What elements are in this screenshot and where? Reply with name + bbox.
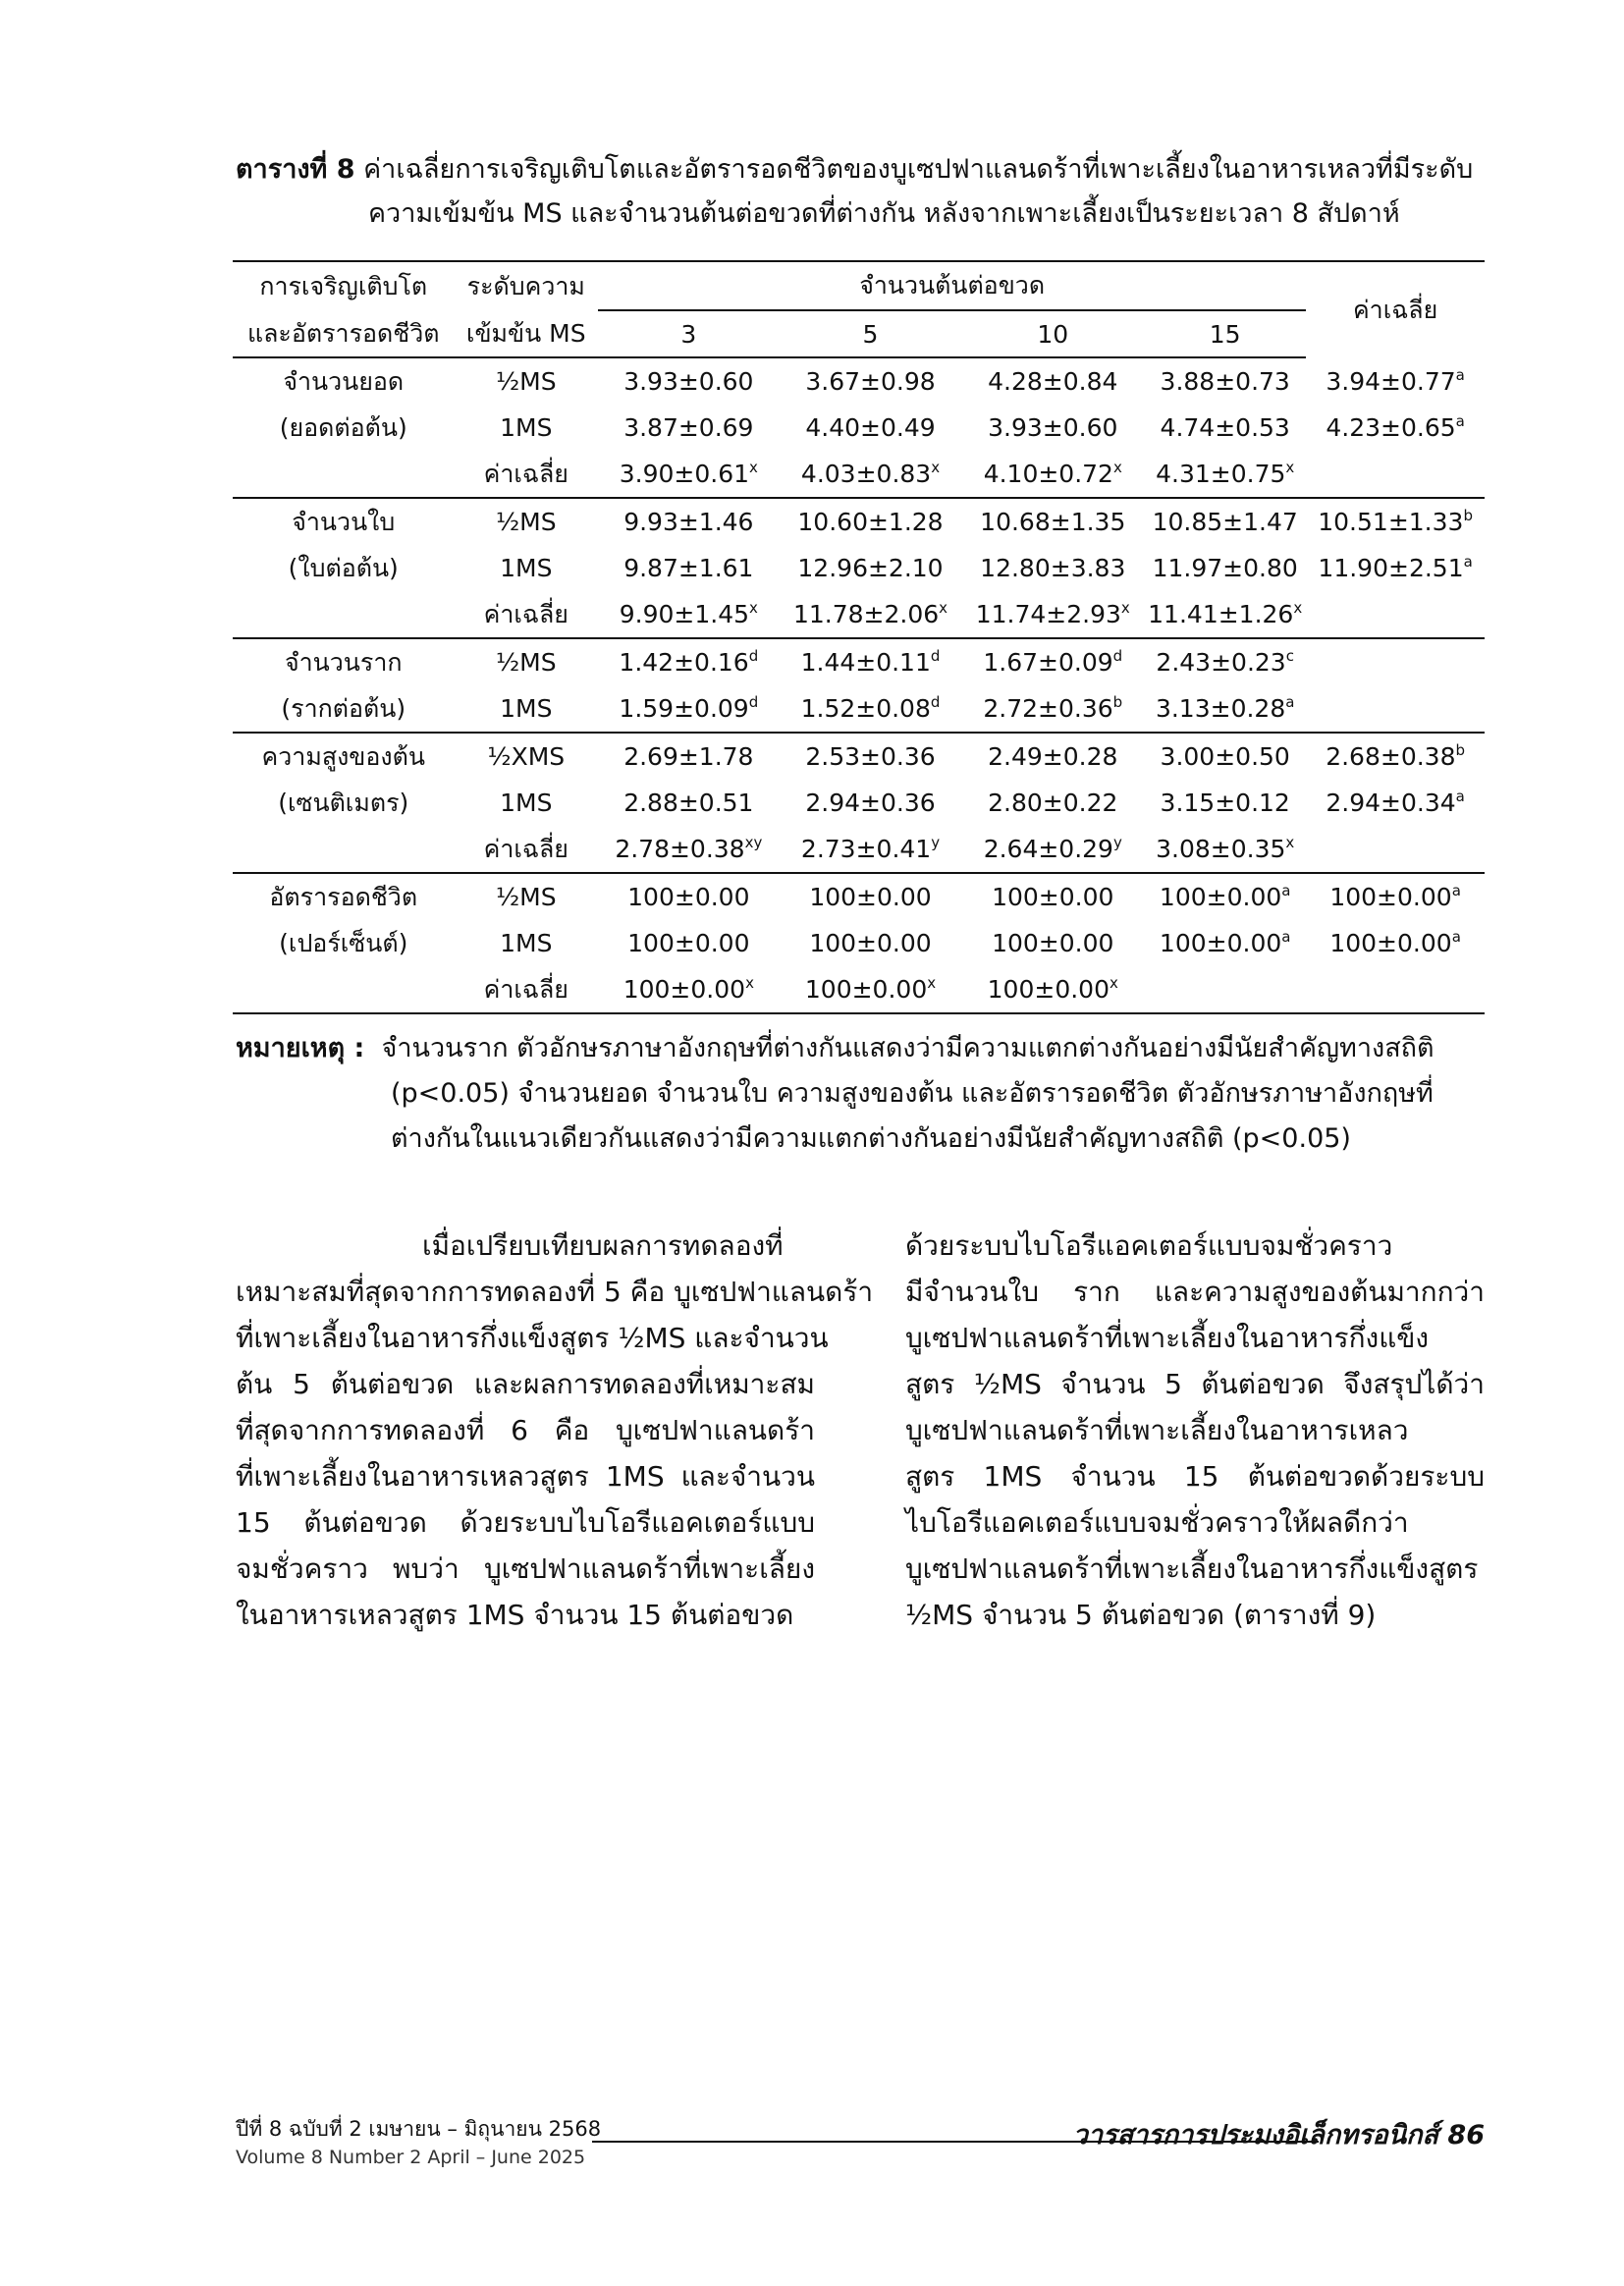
body-line: ½MS จำนวน 5 ต้นต่อขวด (ตารางที่ 9) bbox=[905, 1599, 1377, 1631]
parameter-name bbox=[233, 638, 455, 685]
body-line: ต้น 5 ต้นต่อขวด และผลการทดลองที่เหมาะสม bbox=[236, 1368, 815, 1400]
parameter-name-value: ความสูงของต้น bbox=[261, 741, 425, 771]
table-caption bbox=[236, 147, 1483, 236]
data-table bbox=[233, 260, 1485, 1014]
cell bbox=[598, 733, 780, 780]
cell bbox=[1144, 591, 1306, 638]
cell-average bbox=[1306, 873, 1485, 920]
cell-average bbox=[1306, 498, 1485, 545]
cell-value: 10.68±1.35 bbox=[980, 508, 1126, 536]
table-row bbox=[233, 733, 1485, 780]
cell-average-letter: a bbox=[1463, 553, 1473, 571]
cell bbox=[598, 405, 780, 451]
cell-letter: x bbox=[749, 599, 758, 617]
parameter-name-value: จำนวนใบ bbox=[292, 507, 396, 536]
cell bbox=[780, 873, 962, 920]
body-line: เหมาะสมที่สุดจากการทดลองที่ 5 คือ บูเซปฟาแลนดร้า bbox=[236, 1276, 874, 1308]
table-row bbox=[233, 685, 1485, 733]
table-row bbox=[233, 826, 1485, 873]
cell-average bbox=[1306, 733, 1485, 780]
cell bbox=[598, 920, 780, 966]
cell-value: 3.87±0.69 bbox=[623, 413, 754, 442]
body-line: ในอาหารเหลวสูตร 1MS จำนวน 15 ต้นต่อขวด bbox=[236, 1599, 794, 1631]
cell-value: 2.72±0.36 bbox=[983, 694, 1113, 723]
body-line: ที่เพาะเลี้ยงในอาหารกึ่งแข็งสูตร ½MS และจำนวน bbox=[236, 1322, 829, 1354]
parameter-unit-value: (รากต่อต้น) bbox=[281, 693, 406, 723]
cell bbox=[1144, 685, 1306, 733]
parameter-unit bbox=[233, 780, 455, 826]
header-ms-level: ระดับความ bbox=[455, 261, 599, 310]
cell-value: 4.03±0.83 bbox=[800, 460, 932, 488]
cell bbox=[1144, 451, 1306, 498]
cell bbox=[780, 733, 962, 780]
header-n15: 15 bbox=[1144, 310, 1306, 357]
parameter-name-value: จำนวนราก bbox=[284, 647, 403, 677]
cell-value: 4.40±0.49 bbox=[805, 413, 936, 442]
caption-label: ตารางที่ 8 bbox=[236, 154, 355, 185]
cell-letter: y bbox=[1112, 834, 1122, 851]
header-plants-per-bottle: จำนวนต้นต่อขวด bbox=[598, 261, 1306, 310]
note-label: หมายเหตุ : bbox=[236, 1033, 365, 1063]
body-line: สูตร 1MS จำนวน 15 ต้นต่อขวดด้วยระบบ bbox=[905, 1460, 1485, 1493]
ms-level-value: ค่าเฉลี่ย bbox=[483, 974, 568, 1004]
cell-value: 100±0.00 bbox=[1159, 929, 1282, 957]
ms-level bbox=[455, 451, 599, 498]
parameter-unit-value: (เซนติเมตร) bbox=[278, 788, 409, 817]
cell bbox=[961, 498, 1144, 545]
page-footer bbox=[236, 2113, 1485, 2172]
parameter-name bbox=[233, 873, 455, 920]
cell-average-value: 100±0.00 bbox=[1329, 883, 1452, 911]
parameter-unit bbox=[233, 685, 455, 733]
cell-average-value: 10.51±1.33 bbox=[1318, 508, 1464, 536]
cell bbox=[598, 498, 780, 545]
cell-average bbox=[1306, 357, 1485, 405]
header-ms-level-2: เข้มข้น MS bbox=[455, 310, 599, 357]
cell-letter: x bbox=[927, 974, 937, 992]
cell-average bbox=[1306, 826, 1485, 873]
cell-value: 4.74±0.53 bbox=[1160, 413, 1290, 442]
cell-value: 100±0.00 bbox=[992, 883, 1114, 911]
cell-letter: d bbox=[930, 693, 941, 711]
cell bbox=[1144, 545, 1306, 591]
cell-average bbox=[1306, 545, 1485, 591]
cell-value: 1.52±0.08 bbox=[800, 694, 931, 723]
cell-average-letter: b bbox=[1463, 507, 1473, 524]
body-line: เมื่อเปรียบเทียบผลการทดลองที่ bbox=[422, 1229, 784, 1262]
ms-level-value: ½MS bbox=[495, 883, 557, 911]
cell-value: 4.28±0.84 bbox=[988, 367, 1118, 396]
cell-value: 3.93±0.60 bbox=[988, 413, 1118, 442]
cell bbox=[961, 826, 1144, 873]
cell-average bbox=[1306, 451, 1485, 498]
ms-level-value: ค่าเฉลี่ย bbox=[483, 834, 568, 863]
body-line: บูเซปฟาแลนดร้าที่เพาะเลี้ยงในอาหารกึ่งแข็ง bbox=[905, 1322, 1430, 1354]
cell-letter: a bbox=[1281, 882, 1291, 899]
body-column-left bbox=[236, 1223, 874, 1638]
cell-average-value: 3.94±0.77 bbox=[1326, 366, 1456, 396]
cell-average-value: 11.90±2.51 bbox=[1318, 554, 1464, 582]
header-n5: 5 bbox=[780, 310, 962, 357]
header-n10: 10 bbox=[961, 310, 1144, 357]
cell-value: 2.80±0.22 bbox=[988, 789, 1118, 817]
cell bbox=[1144, 780, 1306, 826]
cell-letter: a bbox=[1285, 693, 1295, 711]
ms-level-value: ½MS bbox=[495, 367, 557, 396]
cell-value: 3.00±0.50 bbox=[1160, 742, 1290, 771]
cell bbox=[961, 685, 1144, 733]
page-number: 86 bbox=[1447, 2120, 1485, 2150]
cell-letter: d bbox=[748, 647, 759, 665]
cell-value: 9.87±1.61 bbox=[623, 554, 754, 582]
cell-average bbox=[1306, 685, 1485, 733]
cell-average-letter: a bbox=[1455, 365, 1465, 384]
table-row bbox=[233, 966, 1485, 1013]
cell bbox=[961, 966, 1144, 1013]
body-line: 15 ต้นต่อขวด ด้วยระบบไบโอรีแอคเตอร์แบบ bbox=[236, 1506, 815, 1539]
cell-average bbox=[1306, 920, 1485, 966]
cell bbox=[1144, 498, 1306, 545]
parameter-empty bbox=[233, 966, 455, 1013]
cell-letter: d bbox=[748, 693, 759, 711]
cell bbox=[961, 545, 1144, 591]
cell bbox=[780, 498, 962, 545]
cell-average-value: 2.68±0.38 bbox=[1326, 742, 1456, 771]
footer-journal: วารสารการประมงอิเล็กทรอนิกส์ bbox=[1072, 2120, 1439, 2150]
cell-average bbox=[1306, 405, 1485, 451]
cell-value: 3.90±0.61 bbox=[619, 460, 750, 488]
body-line: มีจำนวนใบ ราก และความสูงของต้นมากกว่า bbox=[905, 1276, 1485, 1308]
cell-average-letter: a bbox=[1451, 928, 1461, 946]
cell-letter: y bbox=[931, 834, 941, 851]
cell bbox=[1144, 405, 1306, 451]
cell-value: 4.31±0.75 bbox=[1156, 460, 1286, 488]
cell-letter: x bbox=[1110, 974, 1118, 992]
ms-level-value: ½MS bbox=[495, 648, 557, 677]
footer-issue-english: Volume 8 Number 2 April – June 2025 bbox=[236, 2147, 586, 2168]
cell-value: 2.88±0.51 bbox=[623, 789, 754, 817]
cell bbox=[598, 966, 780, 1013]
cell-letter: a bbox=[1281, 928, 1291, 946]
cell bbox=[598, 780, 780, 826]
header-growth-2: และอัตรารอดชีวิต bbox=[233, 310, 455, 357]
ms-level bbox=[455, 920, 599, 966]
cell-value: 100±0.00 bbox=[992, 929, 1114, 957]
cell-value: 2.43±0.23 bbox=[1156, 648, 1286, 677]
ms-level-value: 1MS bbox=[500, 694, 553, 723]
cell-value: 100±0.00 bbox=[987, 975, 1110, 1004]
cell-value: 3.15±0.12 bbox=[1160, 789, 1290, 817]
header-n3: 3 bbox=[598, 310, 780, 357]
cell bbox=[1144, 638, 1306, 685]
cell-value: 2.78±0.38 bbox=[615, 835, 745, 863]
body-line: บูเซปฟาแลนดร้าที่เพาะเลี้ยงในอาหารกึ่งแข็งสูตร bbox=[905, 1552, 1479, 1585]
cell bbox=[780, 638, 962, 685]
cell bbox=[1144, 920, 1306, 966]
table-row bbox=[233, 405, 1485, 451]
parameter-unit-value: (ใบต่อต้น) bbox=[288, 553, 399, 582]
ms-level bbox=[455, 780, 599, 826]
table-note bbox=[236, 1026, 1485, 1162]
cell-letter: x bbox=[1285, 834, 1295, 851]
cell-value: 10.60±1.28 bbox=[797, 508, 944, 536]
cell-letter: d bbox=[1112, 647, 1123, 665]
note-line-3: ต่างกันในแนวเดียวกันแสดงว่ามีความแตกต่างกันอย่างมีนัยสำคัญทางสถิติ (p<0.05) bbox=[391, 1123, 1351, 1154]
cell-value: 11.78±2.06 bbox=[792, 600, 940, 628]
cell-average-value: 100±0.00 bbox=[1329, 929, 1452, 957]
body-line: จมชั่วคราว พบว่า บูเซปฟาแลนดร้าที่เพาะเลี้ยง bbox=[236, 1552, 815, 1585]
cell-value: 11.41±1.26 bbox=[1148, 600, 1294, 628]
cell-letter: x bbox=[745, 974, 754, 992]
cell-average-value: 4.23±0.65 bbox=[1326, 413, 1456, 442]
body-line: บูเซปฟาแลนดร้าที่เพาะเลี้ยงในอาหารเหลว bbox=[905, 1414, 1409, 1446]
note-line-2: (p<0.05) จำนวนยอด จำนวนใบ ความสูงของต้น และอัตรารอดชีวิต ตัวอักษรภาษาอังกฤษที่ bbox=[391, 1078, 1434, 1109]
cell bbox=[961, 873, 1144, 920]
header-average: ค่าเฉลี่ย bbox=[1306, 261, 1485, 357]
cell-value: 10.85±1.47 bbox=[1152, 508, 1298, 536]
cell-average-letter: a bbox=[1455, 788, 1465, 805]
cell bbox=[598, 826, 780, 873]
parameter-name bbox=[233, 357, 455, 405]
ms-level bbox=[455, 733, 599, 780]
body-line: ที่สุดจากการทดลองที่ 6 คือ บูเซปฟาแลนดร้า bbox=[236, 1414, 815, 1446]
cell-value: 3.88±0.73 bbox=[1160, 367, 1290, 396]
parameter-empty bbox=[233, 591, 455, 638]
cell-average bbox=[1306, 780, 1485, 826]
footer-issue-thai: ปีที่ 8 ฉบับที่ 2 เมษายน – มิถุนายน 2568 bbox=[236, 2117, 602, 2141]
cell bbox=[598, 685, 780, 733]
ms-level-value: ½MS bbox=[495, 508, 557, 536]
cell bbox=[1144, 826, 1306, 873]
cell-letter: x bbox=[1293, 599, 1303, 617]
cell-value: 3.08±0.35 bbox=[1156, 835, 1286, 863]
cell bbox=[780, 780, 962, 826]
parameter-name-value: อัตรารอดชีวิต bbox=[269, 882, 418, 911]
body-line: สูตร ½MS จำนวน 5 ต้นต่อขวด จึงสรุปได้ว่า bbox=[905, 1368, 1485, 1400]
ms-level-value: 1MS bbox=[500, 554, 553, 582]
caption-line-2: ความเข้มข้น MS และจำนวนต้นต่อขวดที่ต่างกัน หลังจากเพาะเลี้ยงเป็นระยะเวลา 8 สัปดาห์ bbox=[368, 198, 1400, 229]
cell-letter: x bbox=[931, 459, 941, 476]
table-row bbox=[233, 638, 1485, 685]
cell bbox=[780, 966, 962, 1013]
cell bbox=[961, 591, 1144, 638]
parameter-empty bbox=[233, 451, 455, 498]
parameter-unit-value: (เปอร์เซ็นต์) bbox=[279, 928, 408, 957]
ms-level bbox=[455, 873, 599, 920]
cell bbox=[780, 451, 962, 498]
cell-value: 3.93±0.60 bbox=[623, 367, 754, 396]
ms-level bbox=[455, 545, 599, 591]
cell bbox=[961, 357, 1144, 405]
cell-average-letter: b bbox=[1455, 741, 1466, 759]
parameter-empty bbox=[233, 826, 455, 873]
cell bbox=[961, 405, 1144, 451]
ms-level bbox=[455, 591, 599, 638]
cell-value: 1.44±0.11 bbox=[800, 648, 931, 677]
cell bbox=[961, 733, 1144, 780]
caption-line-1: ค่าเฉลี่ยการเจริญเติบโตและอัตรารอดชีวิตของบูเซปฟาแลนดร้าที่เพาะเลี้ยงในอาหารเหลวที่มีระดับ bbox=[363, 154, 1474, 185]
ms-level bbox=[455, 685, 599, 733]
cell bbox=[1144, 733, 1306, 780]
cell-value: 1.67±0.09 bbox=[983, 648, 1113, 677]
cell-value: 9.93±1.46 bbox=[623, 508, 754, 536]
cell bbox=[598, 545, 780, 591]
table-row bbox=[233, 780, 1485, 826]
cell bbox=[780, 357, 962, 405]
ms-level-value: 1MS bbox=[500, 789, 553, 817]
cell bbox=[780, 920, 962, 966]
ms-level bbox=[455, 966, 599, 1013]
table-row bbox=[233, 591, 1485, 638]
table-row bbox=[233, 357, 1485, 405]
parameter-unit bbox=[233, 920, 455, 966]
footer-journal-page bbox=[1073, 2113, 1485, 2155]
cell bbox=[961, 638, 1144, 685]
cell-average-letter: a bbox=[1451, 882, 1461, 899]
cell-letter: x bbox=[749, 459, 758, 476]
body-line: ด้วยระบบไบโอรีแอคเตอร์แบบจมชั่วคราว bbox=[905, 1229, 1393, 1262]
parameter-name bbox=[233, 498, 455, 545]
cell-value: 1.59±0.09 bbox=[619, 694, 749, 723]
cell bbox=[780, 545, 962, 591]
ms-level-value: ค่าเฉลี่ย bbox=[483, 599, 568, 628]
cell bbox=[961, 780, 1144, 826]
cell bbox=[780, 405, 962, 451]
parameter-name bbox=[233, 733, 455, 780]
ms-level-value: 1MS bbox=[500, 413, 553, 442]
table-row bbox=[233, 451, 1485, 498]
cell bbox=[780, 591, 962, 638]
ms-level-value: 1MS bbox=[500, 929, 553, 957]
cell-average-letter: a bbox=[1455, 412, 1465, 430]
cell-letter: c bbox=[1285, 647, 1294, 665]
cell bbox=[1144, 966, 1306, 1013]
cell-average bbox=[1306, 966, 1485, 1013]
cell-value: 2.69±1.78 bbox=[623, 742, 754, 771]
cell-value: 2.53±0.36 bbox=[805, 742, 936, 771]
cell-value: 12.80±3.83 bbox=[980, 554, 1126, 582]
cell bbox=[598, 451, 780, 498]
ms-level bbox=[455, 405, 599, 451]
body-line: ที่เพาะเลี้ยงในอาหารเหลวสูตร 1MS และจำนวน bbox=[236, 1460, 815, 1493]
cell bbox=[961, 451, 1144, 498]
cell-average-value: 2.94±0.34 bbox=[1326, 789, 1456, 817]
cell-average bbox=[1306, 591, 1485, 638]
note-line-1: จำนวนราก ตัวอักษรภาษาอังกฤษที่ต่างกันแสดงว่ามีความแตกต่างกันอย่างมีนัยสำคัญทางสถิติ bbox=[381, 1033, 1435, 1063]
cell-average bbox=[1306, 638, 1485, 685]
ms-level-value: ½XMS bbox=[487, 742, 566, 771]
cell-value: 100±0.00 bbox=[627, 929, 750, 957]
parameter-name-value: จำนวนยอด bbox=[283, 366, 405, 396]
parameter-unit bbox=[233, 405, 455, 451]
cell-value: 9.90±1.45 bbox=[619, 600, 750, 628]
cell-value: 100±0.00 bbox=[804, 975, 928, 1004]
cell bbox=[598, 873, 780, 920]
body-column-right bbox=[905, 1223, 1485, 1638]
cell-value: 11.74±2.93 bbox=[975, 600, 1121, 628]
cell-value: 2.73±0.41 bbox=[800, 835, 932, 863]
cell-value: 3.13±0.28 bbox=[1155, 694, 1286, 723]
cell bbox=[1144, 357, 1306, 405]
parameter-unit-value: (ยอดต่อต้น) bbox=[279, 412, 407, 442]
cell bbox=[1144, 873, 1306, 920]
cell-letter: b bbox=[1112, 693, 1123, 711]
cell-letter: x bbox=[1112, 459, 1122, 476]
ms-level-value: ค่าเฉลี่ย bbox=[483, 459, 568, 488]
cell bbox=[598, 357, 780, 405]
ms-level bbox=[455, 826, 599, 873]
ms-level bbox=[455, 357, 599, 405]
cell-letter: xy bbox=[744, 834, 763, 851]
cell-value: 2.94±0.36 bbox=[805, 789, 936, 817]
cell bbox=[598, 638, 780, 685]
table-row bbox=[233, 498, 1485, 545]
cell-value: 100±0.00 bbox=[809, 929, 932, 957]
cell-letter: x bbox=[1120, 599, 1130, 617]
cell bbox=[780, 826, 962, 873]
cell bbox=[598, 591, 780, 638]
cell-value: 12.96±2.10 bbox=[797, 554, 944, 582]
cell-letter: d bbox=[930, 647, 941, 665]
header-growth: การเจริญเติบโต bbox=[233, 261, 455, 310]
cell-value: 3.67±0.98 bbox=[805, 367, 936, 396]
cell-letter: x bbox=[1285, 459, 1295, 476]
cell bbox=[780, 685, 962, 733]
body-line: ไบโอรีแอคเตอร์แบบจมชั่วคราวให้ผลดีกว่า bbox=[905, 1506, 1409, 1539]
cell-value: 100±0.00 bbox=[809, 883, 932, 911]
cell-value: 2.49±0.28 bbox=[988, 742, 1118, 771]
cell-value: 100±0.00 bbox=[623, 975, 746, 1004]
cell-value: 1.42±0.16 bbox=[619, 648, 749, 677]
cell-value: 100±0.00 bbox=[627, 883, 750, 911]
cell-value: 4.10±0.72 bbox=[983, 460, 1113, 488]
table-row bbox=[233, 873, 1485, 920]
table-row bbox=[233, 920, 1485, 966]
ms-level bbox=[455, 638, 599, 685]
cell-value: 11.97±0.80 bbox=[1152, 554, 1298, 582]
cell-value: 100±0.00 bbox=[1159, 883, 1282, 911]
cell bbox=[961, 920, 1144, 966]
cell-letter: x bbox=[939, 599, 948, 617]
ms-level bbox=[455, 498, 599, 545]
parameter-unit bbox=[233, 545, 455, 591]
cell-value: 2.64±0.29 bbox=[983, 835, 1113, 863]
table-row bbox=[233, 545, 1485, 591]
